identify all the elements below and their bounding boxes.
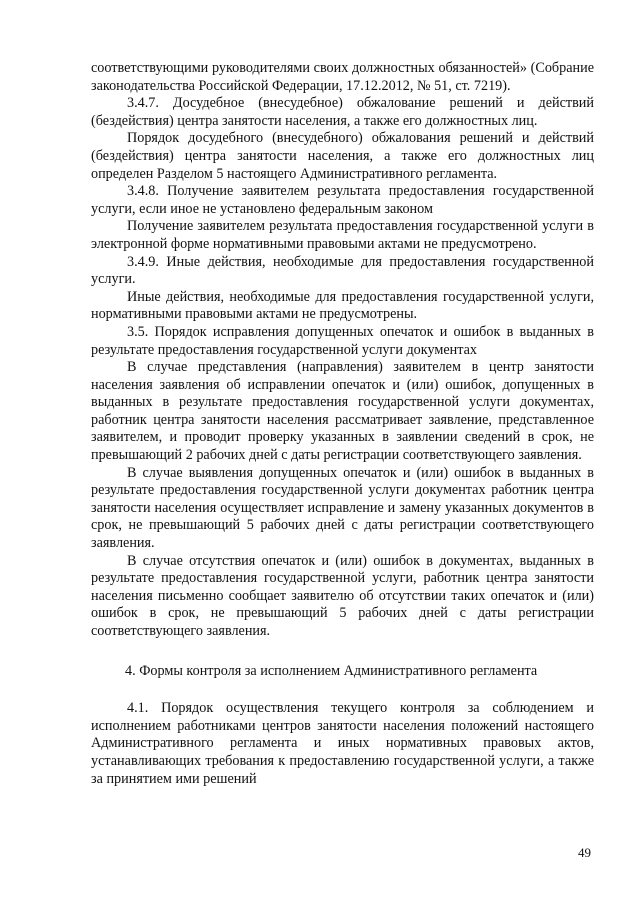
paragraph-3-4-7: 3.4.7. Досудебное (внесудебное) обжалование решений и действий (бездействия) центра занятости населения, а также его должностных лиц.	[91, 95, 594, 129]
page-number: 49	[578, 845, 591, 860]
document-body	[91, 60, 594, 788]
paragraph-correction-request: В случае представления (направления) заявителем в центр занятости населения заявления об исправлении опечаток и (или) ошибок, допущенных в выданных в результате предоставления государственной услуги документах, работник центра занятости населения рассматривает заявление, представленное заявителем, и проводит проверку указанных в заявлении сведений в срок, не превышающий 2 рабочих дней с даты регистрации соответствующего заявления.	[91, 359, 594, 464]
paragraph-no-errors: В случае отсутствия опечаток и (или) ошибок в документах, выданных в результате предоставления государственной услуги, работник центра занятости населения письменно сообщает заявителю об отсутствии таких опечаток и (или) ошибок в срок, не превышающий 5 рабочих дней с даты регистрации соответствующего заявления.	[91, 552, 594, 639]
section-heading: 4. Формы контроля за исполнением Административного регламента	[125, 662, 538, 679]
paragraph-continuation: соответствующими руководителями своих должностных обязанностей» (Собрание законодательства Российской Федерации, 17.12.2012, № 51, ст. 7219).	[91, 60, 594, 94]
paragraph-3-4-9: 3.4.9. Иные действия, необходимые для предоставления государственной услуги.	[91, 253, 594, 288]
paragraph-appeal-procedure: Порядок досудебного (внесудебного) обжалования решений и действий (бездействия) центра занятости населения, а также его должностных лиц определен Разделом 5 настоящего Административного регламента.	[91, 130, 594, 182]
paragraph-electronic-result: Получение заявителем результата предоставления государственной услуги в электронной форме нормативными правовыми актами не предусмотрено.	[91, 218, 594, 252]
paragraph-4-1: 4.1. Порядок осуществления текущего контроля за соблюдением и исполнением работниками центров занятости населения положений настоящего Административного регламента и иных нормативных правовых актов, устанавливающих требования к предоставлению государственной услуги, а также за принятием ими решений	[91, 700, 594, 787]
paragraph-errors-found: В случае выявления допущенных опечаток и (или) ошибок в выданных в результате предоставления государственной услуги документах работник центра занятости населения осуществляет исправление и замену указанных документов в срок, не превышающий 5 рабочих дней с даты регистрации соответствующего заявления.	[91, 464, 594, 552]
paragraph-3-4-8: 3.4.8. Получение заявителем результата предоставления государственной услуги, если иное не установлено федеральным законом	[91, 183, 594, 217]
paragraph-other-actions: Иные действия, необходимые для предоставления государственной услуги, нормативными правовыми актами не предусмотрены.	[91, 288, 594, 323]
paragraph-3-5: 3.5. Порядок исправления допущенных опечаток и ошибок в выданных в результате предоставления государственной услуги документах	[91, 323, 594, 358]
